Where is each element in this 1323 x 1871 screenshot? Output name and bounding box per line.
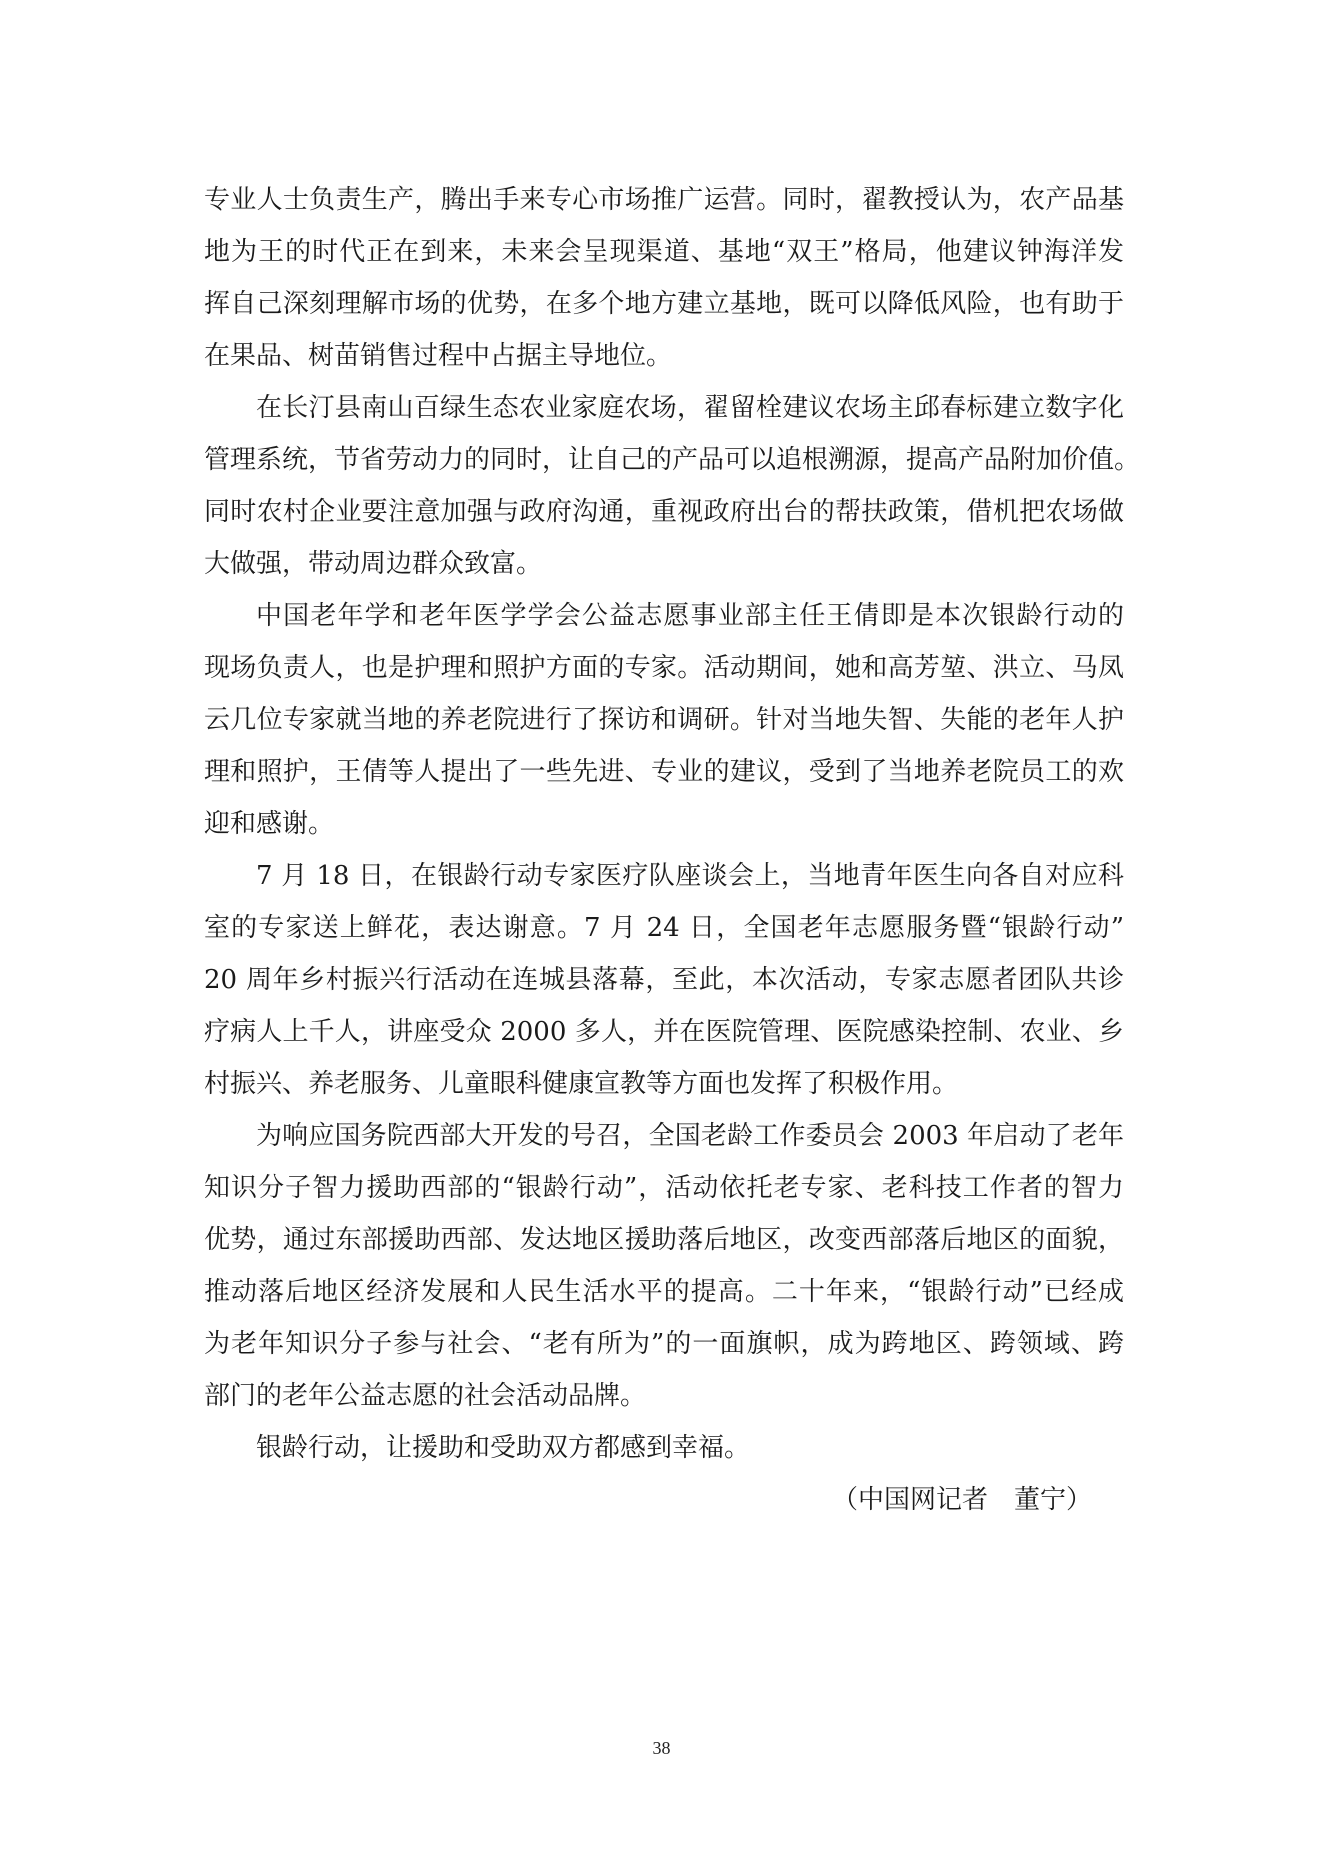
paragraph bbox=[204, 174, 1124, 382]
paragraph bbox=[204, 850, 1124, 1110]
text-line: 理和照护，王倩等人提出了一些先进、专业的建议，受到了当地养老院员工的欢 bbox=[204, 757, 1124, 787]
text-line: 室的专家送上鲜花，表达谢意。7 月 24 日，全国老年志愿服务暨“银龄行动” bbox=[204, 913, 1124, 943]
text-line: 现场负责人，也是护理和照护方面的专家。活动期间，她和高芳堃、洪立、马凤 bbox=[204, 653, 1124, 683]
text-line: 中国老年学和老年医学学会公益志愿事业部主任王倩即是本次银龄行动的 bbox=[256, 601, 1124, 631]
text-line: 部门的老年公益志愿的社会活动品牌。 bbox=[204, 1381, 647, 1411]
text-line: 知识分子智力援助西部的“银龄行动”，活动依托老专家、老科技工作者的智力 bbox=[204, 1173, 1124, 1203]
paragraph bbox=[204, 382, 1141, 590]
text-line: 20 周年乡村振兴行活动在连城县落幕，至此，本次活动，专家志愿者团队共诊 bbox=[204, 965, 1124, 995]
paragraph bbox=[204, 1422, 1124, 1474]
text-line: 迎和感谢。 bbox=[204, 809, 335, 839]
text-line: 挥自己深刻理解市场的优势，在多个地方建立基地，既可以降低风险，也有助于 bbox=[204, 289, 1124, 319]
byline: （中国网记者 董宁） bbox=[831, 1485, 1092, 1515]
text-line: 大做强，带动周边群众致富。 bbox=[204, 549, 543, 579]
text-line: 同时农村企业要注意加强与政府沟通，重视政府出台的帮扶政策，借机把农场做 bbox=[204, 497, 1124, 527]
text-line: 银龄行动，让援助和受助双方都感到幸福。 bbox=[256, 1433, 751, 1463]
article-body bbox=[204, 174, 1141, 1474]
text-line: 优势，通过东部援助西部、发达地区援助落后地区，改变西部落后地区的面貌， bbox=[204, 1225, 1124, 1255]
text-line: 村振兴、养老服务、儿童眼科健康宣教等方面也发挥了积极作用。 bbox=[204, 1069, 959, 1099]
text-line: 云几位专家就当地的养老院进行了探访和调研。针对当地失智、失能的老年人护 bbox=[204, 705, 1124, 735]
text-line: 为老年知识分子参与社会、“老有所为”的一面旗帜，成为跨地区、跨领域、跨 bbox=[204, 1329, 1124, 1359]
paragraph bbox=[204, 1110, 1124, 1422]
text-line: 推动落后地区经济发展和人民生活水平的提高。二十年来，“银龄行动”已经成 bbox=[204, 1277, 1124, 1307]
page-number: 38 bbox=[652, 1738, 671, 1758]
text-line: 在果品、树苗销售过程中占据主导地位。 bbox=[204, 341, 673, 371]
text-line: 地为王的时代正在到来，未来会呈现渠道、基地“双王”格局，他建议钟海洋发 bbox=[204, 237, 1124, 267]
text-line: 专业人士负责生产，腾出手来专心市场推广运营。同时，翟教授认为，农产品基 bbox=[204, 185, 1124, 215]
text-line: 在长汀县南山百绿生态农业家庭农场，翟留栓建议农场主邱春标建立数字化 bbox=[256, 393, 1124, 423]
text-line: 疗病人上千人，讲座受众 2000 多人，并在医院管理、医院感染控制、农业、乡 bbox=[204, 1017, 1124, 1047]
text-line: 为响应国务院西部大开发的号召，全国老龄工作委员会 2003 年启动了老年 bbox=[256, 1121, 1124, 1151]
paragraph bbox=[204, 590, 1124, 850]
text-line: 管理系统，节省劳动力的同时，让自己的产品可以追根溯源，提高产品附加价值。 bbox=[204, 445, 1141, 475]
text-line: 7 月 18 日，在银龄行动专家医疗队座谈会上，当地青年医生向各自对应科 bbox=[256, 861, 1124, 891]
